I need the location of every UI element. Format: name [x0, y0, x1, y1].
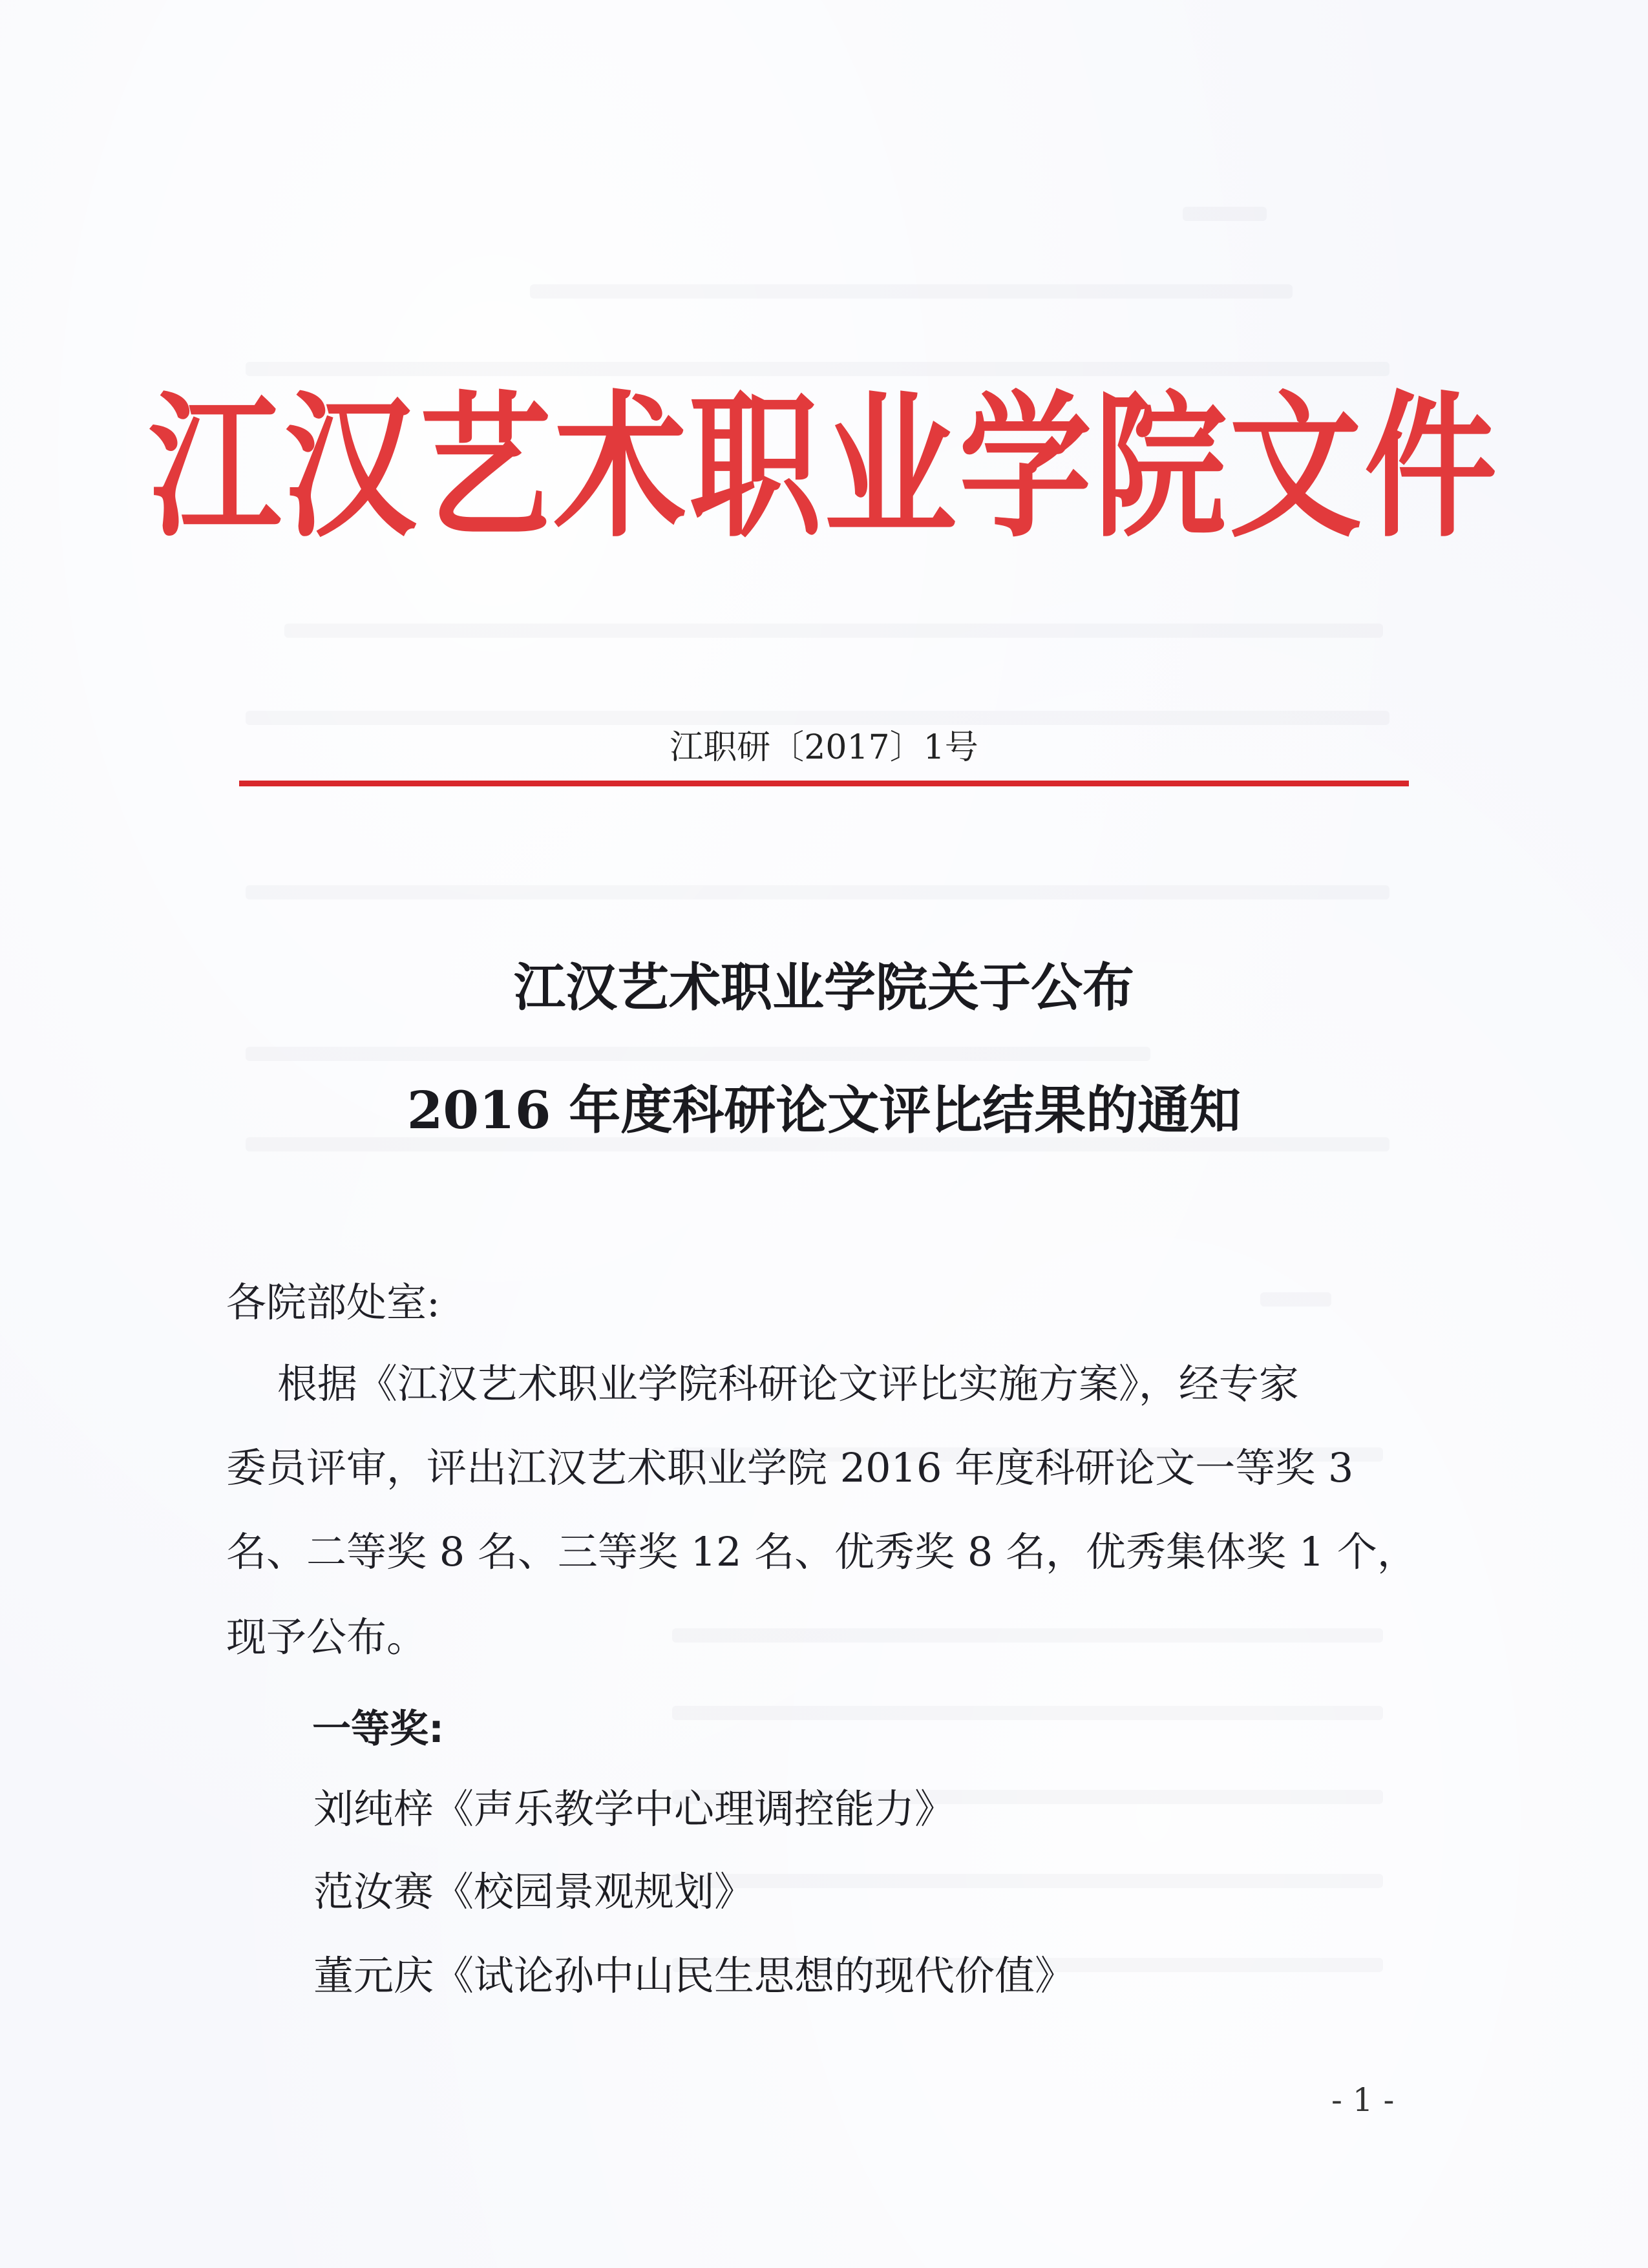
notice-title-line-1: 江汉艺术职业学院关于公布: [514, 957, 1134, 1018]
salutation: 各院部处室:: [226, 1279, 440, 1326]
paragraph-line: 委员评审，评出江汉艺术职业学院 2016 年度科研论文一等奖 3: [226, 1444, 1354, 1491]
first-prize-heading: 一等奖:: [312, 1706, 444, 1752]
letterhead-title: 江汉艺术职业学院文件: [149, 375, 1499, 559]
award-entry: 范汝赛《校园景观规划》: [313, 1868, 755, 1915]
award-entry: 刘纯梓《声乐教学中心理调控能力》: [313, 1785, 955, 1832]
page-number: - 1 -: [1331, 2081, 1395, 2119]
red-divider-rule: [239, 781, 1409, 786]
document-number: 江职研〔2017〕1号: [670, 728, 978, 767]
paragraph-line: 根据《江汉艺术职业学院科研论文评比实施方案》，经专家: [226, 1360, 1299, 1407]
notice-title-line-2: 2016 年度科研论文评比结果的通知: [407, 1080, 1241, 1140]
paragraph-line: 名、二等奖 8 名、三等奖 12 名、优秀奖 8 名，优秀集体奖 1 个，: [226, 1528, 1417, 1575]
award-entry: 董元庆《试论孙中山民生思想的现代价值》: [313, 1952, 1075, 1999]
paragraph-line: 现予公布。: [226, 1613, 427, 1661]
